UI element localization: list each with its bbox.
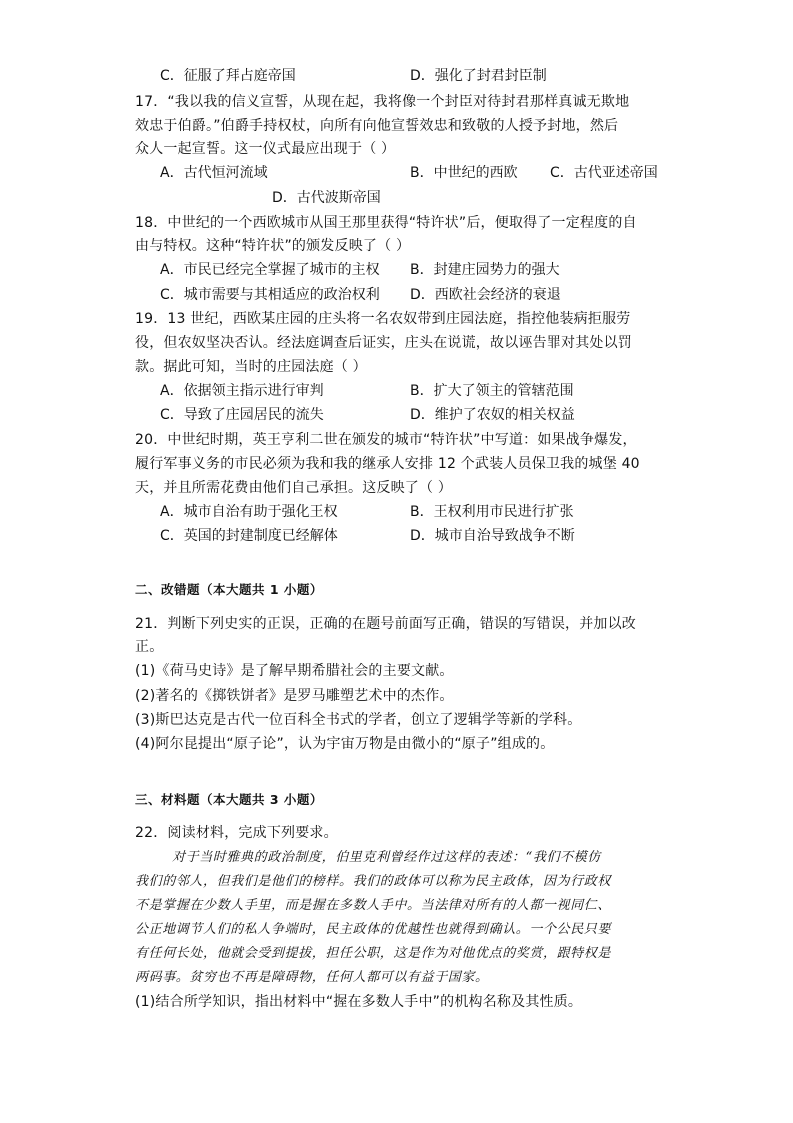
q19-stem-line: 19．13 世纪，西欧某庄园的庄头将一名农奴带到庄园法庭，指控他装病拒服劳 xyxy=(135,311,631,327)
q17-option-c[interactable]: C．古代亚述帝国 xyxy=(550,165,658,181)
passage-line: 两码事。贫穷也不再是障碍物，任何人都可以有益于国家。 xyxy=(135,970,489,985)
q22-subquestion-1: (1)结合所学知识，指出材料中“握在多数人手中”的机构名称及其性质。 xyxy=(135,994,583,1010)
q19-option-b[interactable]: B．扩大了领主的管辖范围 xyxy=(410,383,574,399)
q19-option-c[interactable]: C．导致了庄园居民的流失 xyxy=(160,407,324,423)
q17-stem-line: 17．“我以我的信义宣誓，从现在起，我将像一个封臣对待封君那样真诚无欺地 xyxy=(135,94,630,110)
passage-line: 对于当时雅典的政治制度，伯里克利曾经作过这样的表述：“我们不模仿 xyxy=(172,850,601,865)
q17-option-d[interactable]: D．古代波斯帝国 xyxy=(272,190,381,206)
q21-item-1: (1)《荷马史诗》是了解早期希腊社会的主要文献。 xyxy=(135,663,454,679)
q21-item-2: (2)著名的《掷铁饼者》是罗马雕塑艺术中的杰作。 xyxy=(135,688,454,704)
q20-stem-line: 天，并且所需花费由他们自己承担。这反映了（ ） xyxy=(135,480,453,496)
q22-intro: 22．阅读材料，完成下列要求。 xyxy=(135,825,338,841)
q17-option-b[interactable]: B．中世纪的西欧 xyxy=(410,165,518,181)
q18-option-b[interactable]: B．封建庄园势力的强大 xyxy=(410,262,560,278)
q21-stem-line: 正。 xyxy=(135,639,164,655)
passage-line: 不是掌握在少数人手里，而是握在多数人手中。当法律对所有的人都一视同仁、 xyxy=(135,898,612,913)
q20-option-c[interactable]: C．英国的封建制度已经解体 xyxy=(160,528,338,544)
q19-option-a[interactable]: A．依据领主指示进行审判 xyxy=(160,383,324,399)
q20-stem-line: 履行军事义务的市民必须为我和我的继承人安排 12 个武装人员保卫我的城堡 40 xyxy=(135,456,640,472)
q21-item-3: (3)斯巴达克是古代一位百科全书式的学者，创立了逻辑学等新的学科。 xyxy=(135,712,582,728)
q18-option-c[interactable]: C．城市需要与其相适应的政治权利 xyxy=(160,287,380,303)
section-heading-correction: 二、改错题（本大题共 1 小题） xyxy=(135,582,323,597)
q16-option-c[interactable]: C．征服了拜占庭帝国 xyxy=(160,68,296,84)
q19-stem-line: 款。据此可知，当时的庄园法庭（ ） xyxy=(135,359,367,375)
q21-stem-line: 21．判断下列史实的正误，正确的在题号前面写正确，错误的写错误，并加以改 xyxy=(135,616,637,632)
q20-option-d[interactable]: D．城市自治导致战争不断 xyxy=(410,528,575,544)
q20-stem-line: 20．中世纪时期，英王亨利二世在颁发的城市“特许状”中写道：如果战争爆发， xyxy=(135,432,637,448)
q16-option-d[interactable]: D．强化了封君封臣制 xyxy=(410,68,547,84)
q18-option-a[interactable]: A．市民已经完全掌握了城市的主权 xyxy=(160,262,380,278)
passage-line: 有任何长处，他就会受到提拔，担任公职，这是作为对他优点的奖赏，跟特权是 xyxy=(135,946,612,961)
q17-stem-line: 众人一起宣誓。这一仪式最应出现于（ ） xyxy=(135,141,396,157)
q21-item-4: (4)阿尔昆提出“原子论”，认为宇宙万物是由微小的“原子”组成的。 xyxy=(135,736,555,752)
passage-line: 我们的邻人，但我们是他们的榜样。我们的政体可以称为民主政体，因为行政权 xyxy=(135,874,612,889)
q18-stem-line: 18．中世纪的一个西欧城市从国王那里获得“特许状”后，便取得了一定程度的自 xyxy=(135,215,637,231)
passage-line: 公正地调节人们的私人争端时，民主政体的优越性也就得到确认。一个公民只要 xyxy=(135,922,612,937)
section-heading-material: 三、材料题（本大题共 3 小题） xyxy=(135,792,323,807)
q17-option-a[interactable]: A．古代恒河流域 xyxy=(160,165,268,181)
q19-stem-line: 役，但农奴坚决否认。经法庭调查后证实，庄头在说谎，故以诬告罪对其处以罚 xyxy=(135,335,632,351)
q18-stem-line: 由与特权。这种“特许状”的颁发反映了（ ） xyxy=(135,238,411,254)
q17-stem-line: 效忠于伯爵。”伯爵手持权杖，向所有向他宣誓效忠和致敬的人授予封地，然后 xyxy=(135,118,619,134)
q20-option-b[interactable]: B．王权利用市民进行扩张 xyxy=(410,504,574,520)
q19-option-d[interactable]: D．维护了农奴的相关权益 xyxy=(410,407,575,423)
q20-option-a[interactable]: A．城市自治有助于强化王权 xyxy=(160,504,338,520)
q18-option-d[interactable]: D．西欧社会经济的衰退 xyxy=(410,287,561,303)
